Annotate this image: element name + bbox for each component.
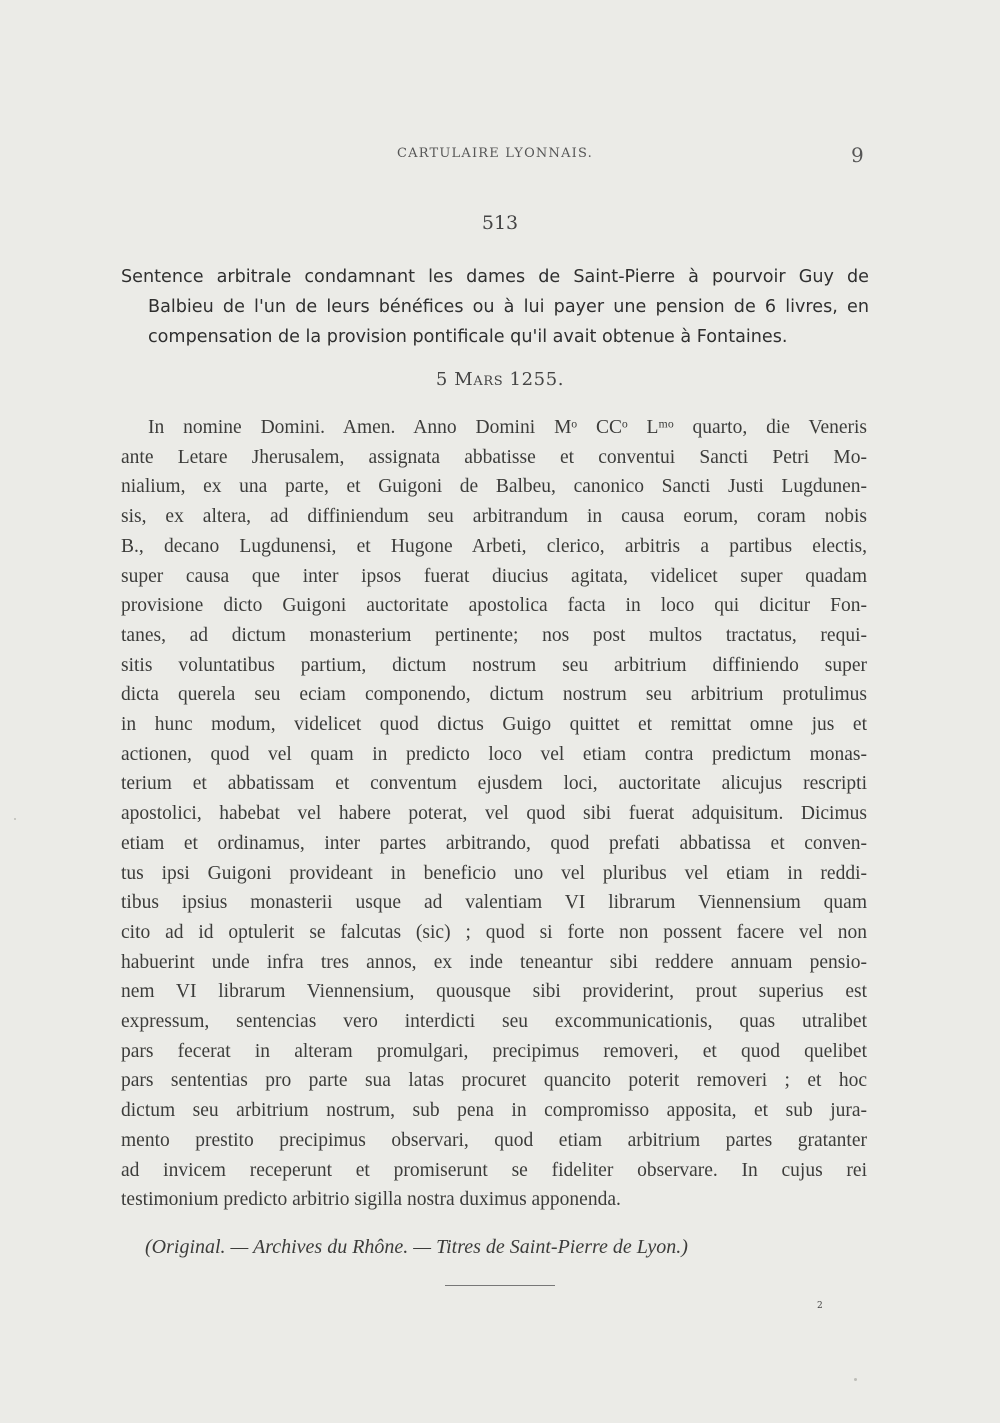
summary-line: Balbieu de l'un de leurs bénéfices ou à lui payer une pension de 6 livres, en	[148, 297, 869, 317]
date-month: Mars	[454, 369, 504, 390]
body-line: sis, ex altera, ad diffiniendum seu arbitrandum in causa eorum, coram nobis	[121, 506, 867, 528]
body-line: cito ad id optulerit se falcutas (sic) ; quod si forte non possent facere vel non	[121, 921, 867, 943]
paper-speck	[14, 818, 16, 820]
body-line: pars sententias pro parte sua latas procuret quancito poterit removeri ; et hoc	[121, 1070, 867, 1092]
body-line: super causa que inter ipsos fuerat diucius agitata, videlicet super quadam	[121, 565, 867, 587]
body-line: dictum seu arbitrium nostrum, sub pena in compromisso apposita, et sub jura-	[121, 1100, 867, 1122]
body-line: tus ipsi Guigoni provideant in beneficio uno vel pluribus vel etiam in reddi-	[121, 862, 867, 884]
signature-mark: 2	[817, 1301, 823, 1311]
body-line: B., decano Lugdunensi, et Hugone Arbeti, clerico, arbitris a partibus electis,	[121, 535, 867, 557]
body-line: ante Letare Jherusalem, assignata abbatisse et conventui Sancti Petri Mo-	[121, 446, 867, 468]
date-day: 5	[435, 369, 448, 390]
body-line: mento prestito precipimus observari, quod etiam arbitrium partes gratanter	[121, 1129, 867, 1151]
body-line: etiam et ordinamus, inter partes arbitrando, quod prefati abbatissa et conven-	[121, 832, 867, 854]
charter-date	[0, 369, 1000, 390]
charter-body	[121, 413, 867, 1215]
body-line: pars fecerat in alteram promulgari, precipimus removeri, et quod quelibet	[121, 1040, 867, 1062]
source-note: (Original. — Archives du Rhône. — Titres de Saint-Pierre de Lyon.)	[145, 1236, 688, 1258]
body-line: testimonium predicto arbitrio sigilla nostra duximus apponenda.	[121, 1189, 621, 1211]
body-line: habuerint unde infra tres annos, ex inde teneantur sibi reddere annuam pensio-	[121, 951, 867, 973]
body-line: dicta querela seu eciam componendo, dictum nostrum seu arbitrium protulimus	[121, 684, 867, 706]
body-line: tanes, ad dictum monasterium pertinente; nos post multos tractatus, requi-	[121, 624, 867, 646]
charter-summary	[121, 262, 869, 352]
page-number: 9	[851, 143, 864, 167]
body-line: ad invicem receperunt et promiserunt se fideliter observare. In cujus rei	[121, 1159, 867, 1181]
body-line: sitis voluntatibus partium, dictum nostrum seu arbitrium diffiniendo super	[121, 654, 867, 676]
body-line: in hunc modum, videlicet quod dictus Guigo quittet et remittat omne jus et	[121, 714, 867, 736]
charter-number: 513	[481, 212, 519, 234]
paper-speck	[854, 1378, 857, 1381]
date-year: 1255.	[509, 369, 565, 390]
body-line: apostolici, habebat vel habere poterat, vel quod sibi fuerat adquisitum. Dicimus	[121, 803, 867, 825]
running-head: CARTULAIRE LYONNAIS.	[397, 146, 593, 161]
body-line: terium et abbatissam et conventum ejusdem loci, auctoritate alicujus rescripti	[121, 773, 867, 795]
body-line: nialium, ex una parte, et Guigoni de Balbeu, canonico Sancti Justi Lugdunen-	[121, 476, 867, 498]
body-line: provisione dicto Guigoni auctoritate apostolica facta in loco qui dicitur Fon-	[121, 595, 867, 617]
body-line: nem VI librarum Viennensium, quousque sibi providerint, prout superius est	[121, 981, 867, 1003]
section-rule	[445, 1285, 555, 1286]
summary-line: compensation de la provision pontificale qu'il avait obtenue à Fontaines.	[148, 327, 788, 347]
body-line: tibus ipsius monasterii usque ad valentiam VI librarum Viennensium quam	[121, 892, 867, 914]
body-line: expressum, sentencias vero interdicti seu excommunicationis, quas utralibet	[121, 1011, 867, 1033]
body-line: In nomine Domini. Amen. Anno Domini Mᵒ CCᵒ Lᵐᵒ quarto, die Veneris	[148, 417, 867, 438]
body-line: actionen, quod vel quam in predicto loco vel etiam contra predictum monas-	[121, 743, 867, 765]
summary-line: Sentence arbitrale condamnant les dames de Saint-Pierre à pourvoir Guy de	[121, 267, 869, 287]
